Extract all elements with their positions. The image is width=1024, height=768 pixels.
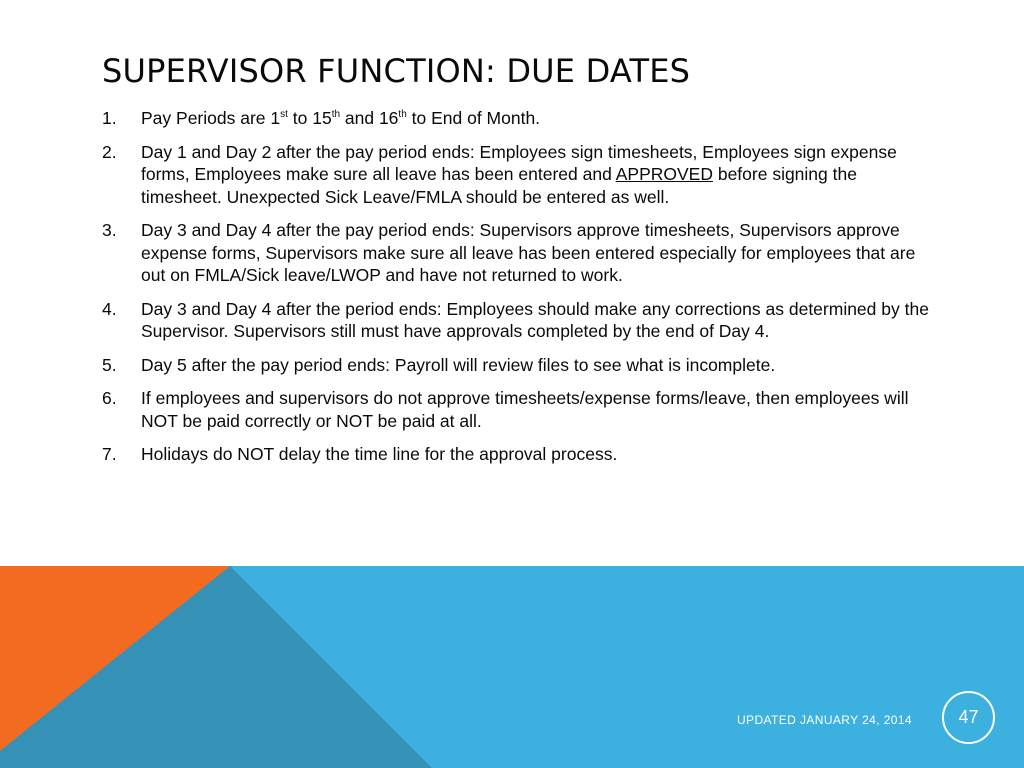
list-item-text: Day 3 and Day 4 after the pay period ends: Supervisors approve timesheets, Supervisors approve expense forms, Supervisors make sure all leave has been entered especially for employees that are out on FMLA/Sick leave/LWOP and have not returned to work. bbox=[141, 220, 916, 285]
list-item-text: Holidays do NOT delay the time line for the approval process. bbox=[141, 444, 618, 464]
list-item-number: 5. bbox=[102, 354, 117, 375]
list-item-number: 7. bbox=[102, 444, 117, 464]
superscript: th bbox=[398, 109, 407, 120]
approved-emphasis: APPROVED bbox=[615, 164, 713, 184]
due-dates-list bbox=[102, 107, 930, 477]
footer-date: UPDATED JANUARY 24, 2014 bbox=[736, 713, 912, 727]
list-item-text: Pay Periods are 1st to 15th and 16th to End of Month. bbox=[141, 108, 541, 128]
list-item bbox=[102, 141, 930, 209]
list-item-number: 4. bbox=[102, 298, 117, 319]
list-item-number: 2. bbox=[102, 141, 117, 162]
list-item-number: 1. bbox=[102, 108, 117, 128]
list-item-number: 6. bbox=[102, 388, 117, 408]
list-item bbox=[102, 443, 930, 466]
list-item bbox=[102, 298, 930, 343]
list-item-number: 3. bbox=[102, 220, 117, 240]
list-item-text: Day 1 and Day 2 after the pay period ends: Employees sign timesheets, Employees sign expense forms, Employees make sure all leave has been entered and APPROVED before signing the timesheet. Unexpected Sick Leave/FMLA should be entered as well. bbox=[141, 141, 897, 207]
superscript: st bbox=[280, 109, 288, 120]
list-item bbox=[102, 219, 930, 287]
list-item bbox=[102, 354, 930, 377]
superscript: th bbox=[331, 109, 341, 120]
list-item-text: Day 3 and Day 4 after the period ends: Employees should make any corrections as determined by the Supervisor. Supervisors still must have approvals completed by the end of Day 4. bbox=[141, 298, 929, 341]
list-item-text: Day 5 after the pay period ends: Payroll will review files to see what is incomplete. bbox=[141, 354, 776, 375]
list-item bbox=[102, 387, 930, 432]
list-item bbox=[102, 107, 930, 130]
slide-title: SUPERVISOR FUNCTION: DUE DATES bbox=[102, 52, 691, 90]
decorative-footer-band bbox=[0, 566, 1024, 768]
list-item-text: If employees and supervisors do not approve timesheets/expense forms/leave, then employees will NOT be paid correctly or NOT be paid at all. bbox=[141, 388, 909, 431]
page-number-badge: 47 bbox=[942, 691, 995, 744]
